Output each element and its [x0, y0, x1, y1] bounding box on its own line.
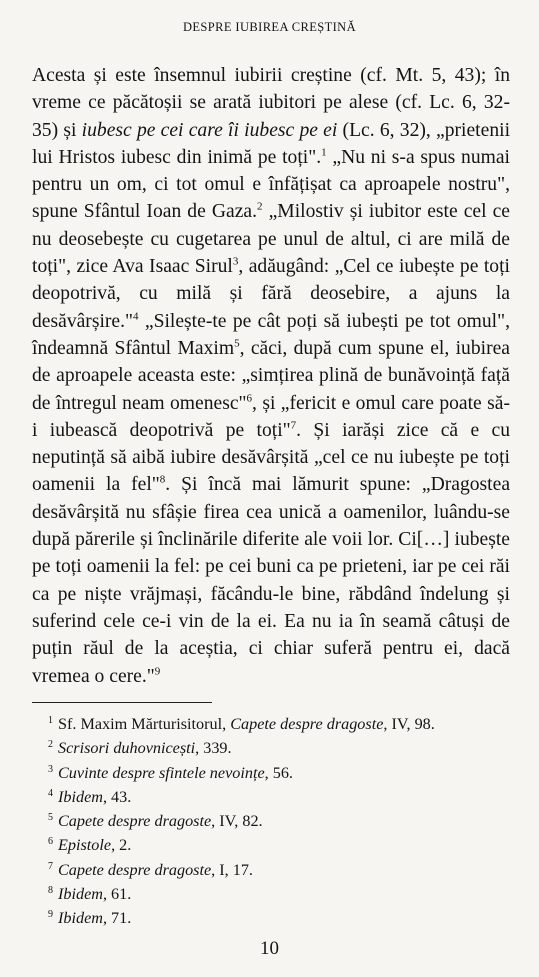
text-run: , adăugând: „Cel ce iubește pe toți deopotrivă, cu milă și fără deosebire, a ajuns la desăvârșire.": [32, 256, 510, 332]
text-run: „Nu ni s-a spus numai pentru un om, ci tot omul e înfățișat ca aproapele nostru", spune Sfântul Ioan de Gaza.: [32, 146, 510, 223]
page-number: 10: [260, 938, 279, 959]
footnote: [32, 761, 510, 785]
running-header: DESPRE IUBIREA CREȘTINĂ: [182, 20, 357, 34]
footnote-ref: 5: [234, 337, 240, 350]
footnote: [32, 785, 510, 809]
text-run: Acesta și este însemnul iubirii creștine (cf. Mt. 5, 43); în vreme ce păcătoșii se arată iubitori pe alese (cf. Lc. 6, 32-35) și: [32, 65, 510, 141]
footnote-title: Ibidem: [58, 909, 103, 928]
footnote-ref: 6: [246, 392, 253, 405]
footnote-divider: [32, 702, 212, 703]
text-run: (Lc. 6, 32), „prietenii lui Hristos iubesc din inimă pe toți".: [32, 119, 511, 168]
text-run: , și „fericit e omul care poate să-i iubească deopotrivă pe toți": [32, 392, 510, 441]
footnote-number: 1: [48, 715, 53, 726]
footnote-ref: 2: [257, 200, 263, 213]
footnote: [32, 858, 510, 882]
text-run: , căci, după cum spune el, iubirea de aproapele aceasta este: „simțirea plină de bunăvoință față de întregul neam omenesc": [32, 337, 510, 414]
footnote-ref: 1: [321, 146, 327, 159]
footnote-title: Cuvinte despre sfintele nevoințe: [58, 763, 265, 782]
footnote: [32, 712, 510, 736]
paragraph: [32, 62, 510, 690]
text-run: . Și încă mai lămurit spune: „Dragostea desăvârșită nu sfâșie firea cea unică a oamenilor, luându-se după părerile și înclinările diferite ale voii lor. Ci[…] iubește pe toți oamenii la fel: pe cei buni ca pe prieteni, iar pe cei răi ca pe niște vrăjmași, făcându-le bine, răbdând îndelung și suferind cele ce-i vin de la ei. Ea nu ia în seamă câtuși de puțin răul de la aceștia, ci chiar suferă pentru ei, dacă vremea o cere.": [32, 474, 511, 687]
footnote-text: Sf. Maxim Mărturisitorul,: [58, 715, 231, 733]
footnote-text: , 56.: [264, 763, 293, 782]
footnote-ref: 9: [154, 665, 161, 677]
footnote-ref: 3: [232, 255, 239, 268]
footnote-number: 6: [48, 836, 53, 848]
footnote-title: Epistole: [58, 836, 112, 855]
footnote-title: Capete despre dragoste: [58, 812, 212, 831]
footnote-ref: 8: [159, 473, 166, 486]
footnote-text: , I, 17.: [211, 860, 253, 879]
quote-italic: iubesc pe cei care îi iubesc pe ei: [81, 119, 338, 141]
footnote: [32, 736, 510, 760]
footnote-number: 9: [48, 909, 53, 921]
footnote-number: 4: [48, 787, 53, 799]
text-run: . Și iarăși zice că e cu neputință să aibă iubire desăvârșită „cel ce nu iubește pe toți oamenii la fel": [32, 419, 510, 496]
footnote-number: 2: [48, 739, 53, 751]
footnote-title: Scrisori duhovnicești: [58, 739, 196, 758]
footnote: [32, 809, 510, 833]
footnote-title: Capete despre dragoste: [58, 860, 212, 879]
footnote: [32, 833, 510, 857]
footnote-title: Ibidem: [58, 885, 103, 904]
footnote-title: Ibidem: [58, 787, 103, 806]
footnotes: [32, 712, 510, 931]
footnote-text: , IV, 98.: [383, 715, 435, 733]
footnote: [32, 906, 510, 930]
footnote-number: 8: [48, 885, 53, 897]
footnote-ref: 4: [133, 310, 139, 323]
footnote-number: 7: [48, 860, 53, 872]
footnote: [32, 882, 510, 906]
footnote-text: , 2.: [111, 836, 132, 855]
footnote-text: , 339.: [195, 739, 232, 758]
footnote-title: Capete despre dragoste: [230, 715, 384, 733]
footnote-text: , 43.: [102, 787, 132, 806]
footnote-number: 3: [48, 763, 53, 775]
footnote-number: 5: [48, 812, 53, 824]
footnote-text: , IV, 82.: [211, 812, 263, 831]
main-text: [32, 62, 510, 690]
text-run: „Silește-te pe cât poți să iubești pe tot omul", îndeamnă Sfântul Maxim: [32, 310, 510, 359]
footnote-ref: 7: [290, 419, 297, 432]
text-run: „Milostiv și iubitor este cel ce nu deosebește cu cugetarea pe unul de altul, ci are milă de toți", zice Ava Isaac Sirul: [32, 201, 511, 278]
footnote-text: , 71.: [102, 909, 132, 928]
footnote-text: , 61.: [102, 885, 132, 904]
